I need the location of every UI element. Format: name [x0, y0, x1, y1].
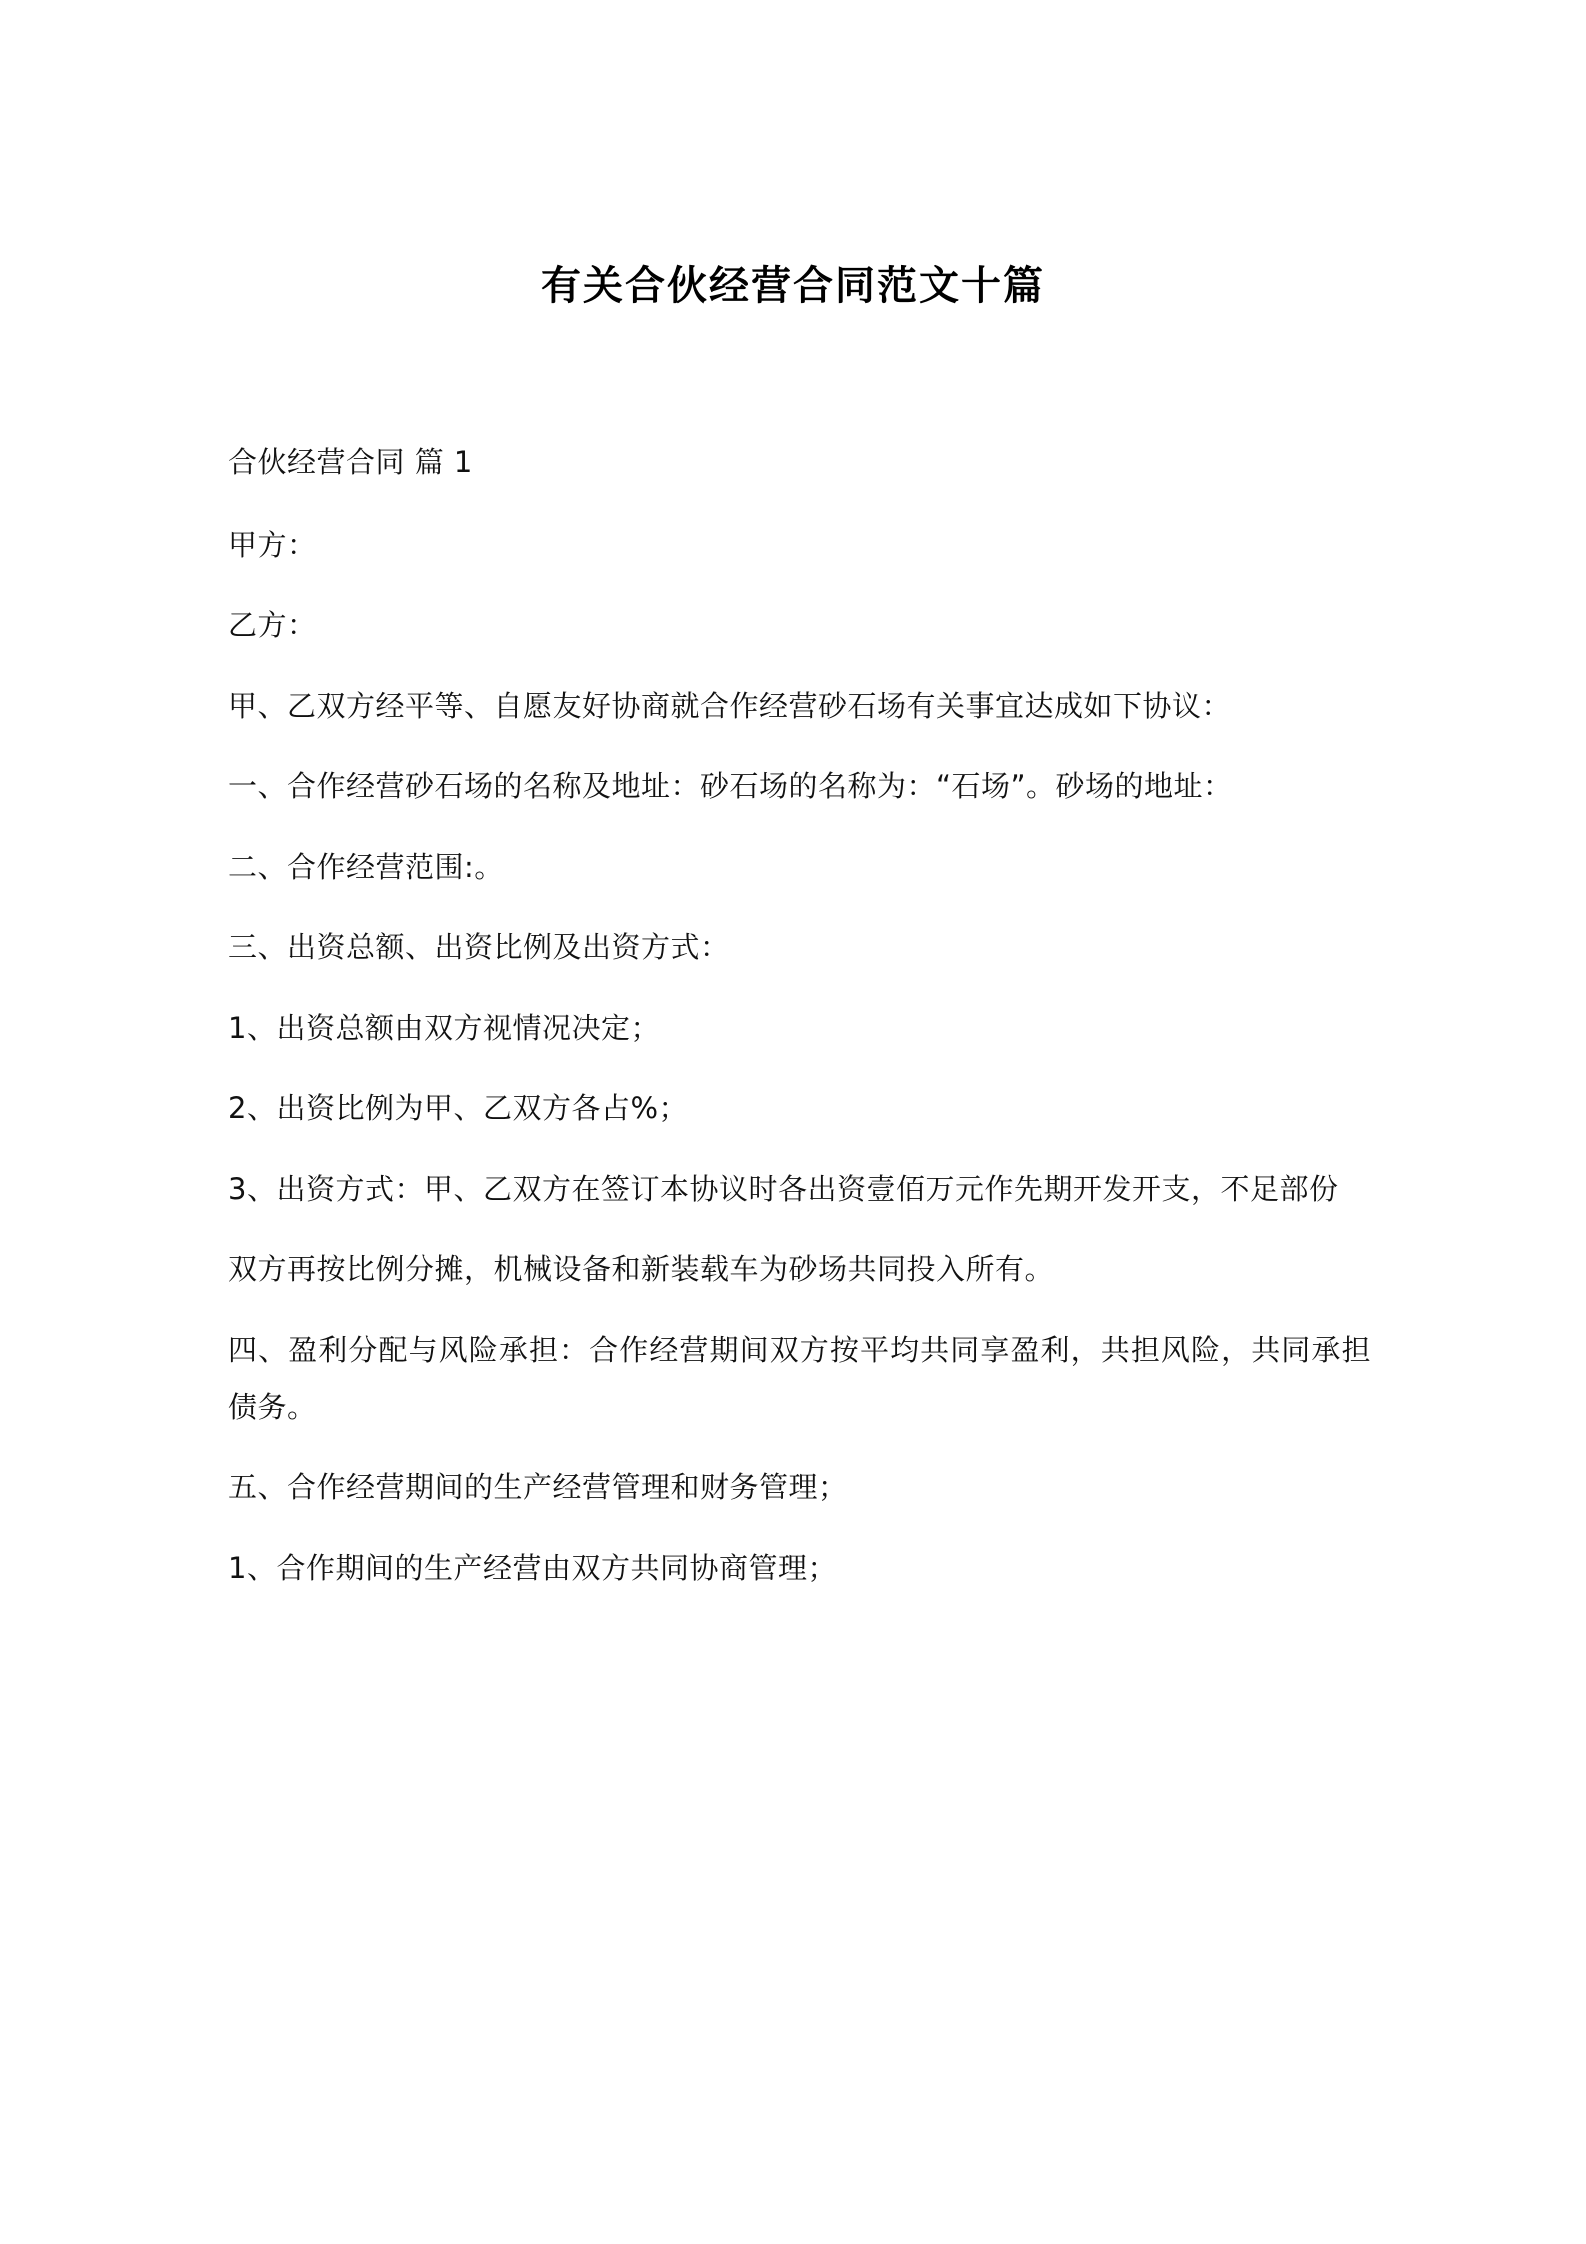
paragraph-clause-3-1: 1、出资总额由双方视情况决定；	[228, 1010, 660, 1045]
paragraph-clause-1: 一、合作经营砂石场的名称及地址：砂石场的名称为：“石场”。砂场的地址：	[228, 769, 1233, 804]
paragraph-clause-5: 五、合作经营期间的生产经营管理和财务管理；	[228, 1470, 848, 1505]
document-body	[0, 314, 1586, 1596]
paragraph-clause-3: 三、出资总额、出资比例及出资方式：	[228, 930, 730, 965]
paragraph-clause-3-2: 2、出资比例为甲、乙双方各占%；	[228, 1091, 689, 1126]
paragraph-party-b: 乙方：	[228, 608, 317, 643]
paragraph-preamble: 甲、乙双方经平等、自愿友好协商就合作经营砂石场有关事宜达成如下协议：	[228, 688, 1232, 723]
paragraph-party-a: 甲方：	[228, 527, 317, 562]
paragraph-clause-5-1: 1、合作期间的生产经营由双方共同协商管理；	[228, 1550, 837, 1585]
paragraph-clause-3-3-continuation: 双方再按比例分摊，机械设备和新装载车为砂场共同投入所有。	[228, 1252, 1055, 1287]
paragraph-clause-2: 二、合作经营范围:。	[228, 849, 504, 884]
paragraph-heading-piece-1: 合伙经营合同 篇 1	[228, 445, 473, 479]
page-title: 有关合伙经营合同范文十篇	[541, 263, 1045, 309]
paragraph-clause-3-3: 3、出资方式：甲、乙双方在签订本协议时各出资壹佰万元作先期开发开支，不足部份	[228, 1171, 1339, 1206]
paragraph-clause-4: 四、盈利分配与风险承担：合作经营期间双方按平均共同享盈利，共担风险，共同承担债务。	[228, 1333, 1371, 1424]
